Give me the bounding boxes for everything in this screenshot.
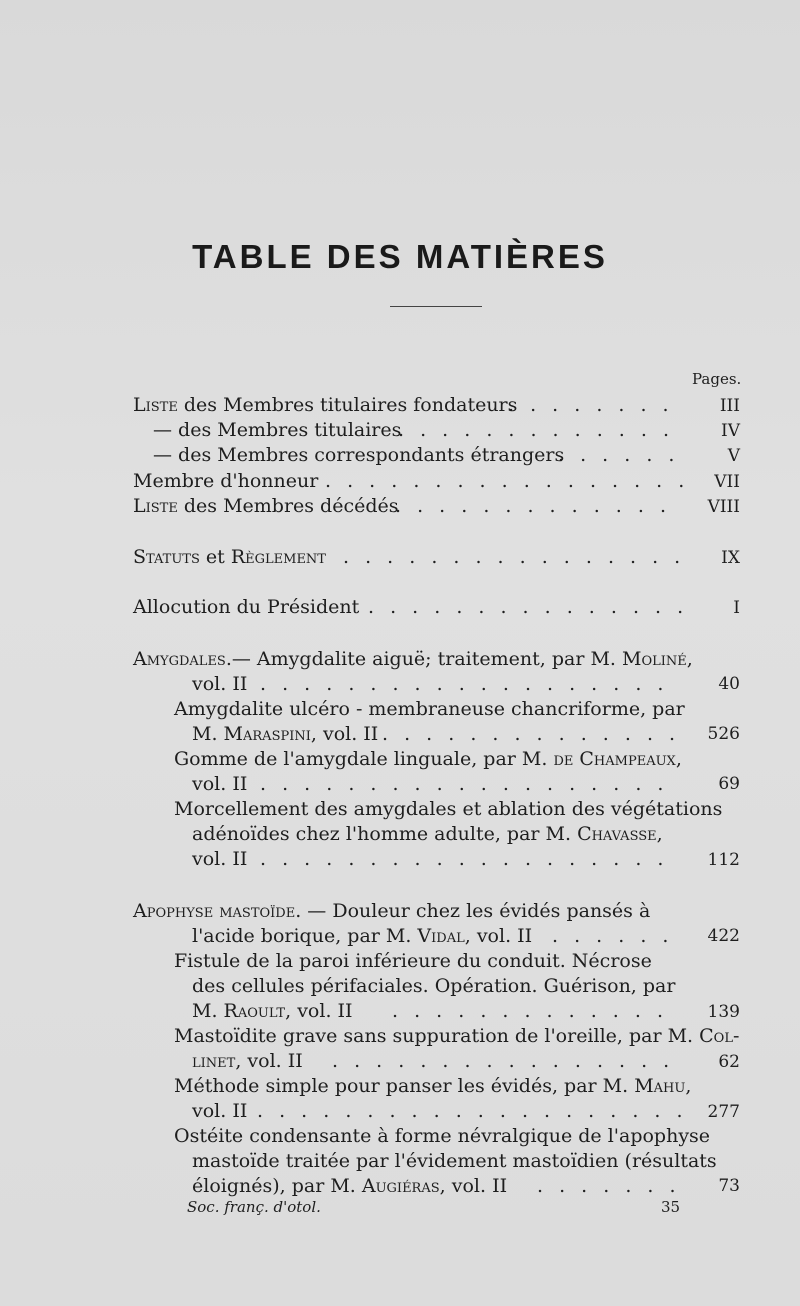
author-name: Moliné,	[621, 648, 693, 670]
toc-entry	[133, 393, 674, 418]
entry-text: , vol. II	[235, 1050, 303, 1072]
toc-subentry	[192, 924, 674, 949]
entry-text: vol. II	[192, 848, 248, 870]
toc-subentry	[174, 1124, 710, 1149]
entry-label-smallcaps: Liste	[133, 495, 178, 517]
author-name: Maraspini	[223, 723, 311, 745]
entry-text: — Douleur chez les évidés pansés à	[301, 900, 651, 922]
leader-dots: . . . . . . . .	[508, 394, 674, 416]
leader-dots: . . . . . .	[552, 925, 674, 947]
author-name: Col-	[699, 1025, 740, 1047]
page-number: 112	[707, 850, 740, 870]
entry-text: — Amygdalite aiguë; traitement, par M.	[231, 648, 622, 670]
entry-text: M.	[192, 1000, 224, 1022]
page-number: VIII	[707, 497, 740, 517]
toc-subentry	[192, 722, 681, 747]
entry-text: des Membres décédés	[177, 495, 399, 517]
author-name: Chavasse	[577, 823, 657, 845]
toc-subentry	[192, 822, 663, 847]
page-number: 40	[718, 674, 740, 694]
author-name: Mahu	[634, 1075, 686, 1097]
entry-text: des cellules périfaciales. Opération. Guérison, par	[192, 975, 676, 997]
entry-text: Méthode simple pour panser les évidés, par M.	[174, 1075, 635, 1097]
entry-text: , vol. II	[464, 925, 533, 947]
toc-entry	[153, 443, 680, 468]
toc-subentry	[192, 672, 669, 697]
footer-signature: Soc. franç. d'otol.	[187, 1198, 321, 1216]
author-name: Augiéras	[361, 1175, 440, 1197]
entry-text: Membre d'honneur	[133, 470, 319, 492]
toc-subentry	[174, 747, 682, 772]
page-number: IX	[721, 548, 740, 568]
leader-dots: . . . . . . . . . . . . . .	[382, 723, 681, 745]
title-divider	[390, 306, 482, 307]
entry-text: Mastoïdite grave sans suppuration de l'oreille, par M.	[174, 1025, 700, 1047]
page-number: VII	[714, 472, 740, 492]
toc-subentry	[192, 847, 669, 872]
entry-text: adénoïdes chez l'homme adulte, par M.	[192, 823, 578, 845]
leader-dots: . . . . . . . . . . . . .	[398, 419, 674, 441]
section-heading: Apophyse mastoïde.	[133, 900, 302, 922]
toc-subentry	[174, 697, 685, 722]
author-name: Vidal	[417, 925, 465, 947]
leader-dots: . . . . . . . . . . . . . . . . .	[325, 470, 690, 492]
page-title: TABLE DES MATIÈRES	[192, 238, 608, 275]
section-heading: Amygdales.	[133, 648, 232, 670]
page-number: 62	[718, 1052, 740, 1072]
entry-text: Amygdalite ulcéro - membraneuse chancriforme, par	[174, 698, 685, 720]
author-name: Raoult	[223, 1000, 286, 1022]
author-name: de Champeaux	[553, 748, 676, 770]
leader-dots: . . . . . . . . . . . . .	[395, 495, 671, 517]
entry-text: Allocution du Président	[133, 596, 360, 618]
page-number: 526	[707, 724, 740, 744]
entry-label-smallcaps: Liste	[133, 394, 178, 416]
page-number: 422	[707, 926, 740, 946]
page-number: 69	[718, 774, 740, 794]
section-amygdales	[133, 647, 693, 672]
entry-text: , vol. II	[285, 1000, 353, 1022]
toc-entry	[133, 494, 671, 519]
leader-dots: . . . . . . . . . . . . . . . . . . .	[260, 773, 669, 795]
entry-text: Ostéite condensante à forme névralgique de l'apophyse	[174, 1125, 711, 1147]
leader-dots: . . . . . .	[558, 444, 680, 466]
leader-dots: . . . . . . .	[537, 1175, 681, 1197]
entry-text: mastoïde traitée par l'évidement mastoïdien (résultats	[192, 1150, 717, 1172]
toc-subentry	[192, 1099, 688, 1124]
entry-text: des Membres correspondants étrangers	[172, 444, 565, 466]
entry-label-smallcaps: Statuts	[133, 546, 200, 568]
footer-signature-number: 35	[661, 1198, 681, 1216]
entry-text: , vol. II	[310, 723, 379, 745]
entry-text: éloignés), par M.	[192, 1175, 362, 1197]
leader-dots: . . . . . . . . . . . . . . . .	[332, 1050, 675, 1072]
entry-text: Gomme de l'amygdale linguale, par M.	[174, 748, 554, 770]
entry-text: vol. II	[192, 773, 248, 795]
toc-entry	[133, 545, 686, 570]
section-apophyse-mastoide	[133, 899, 650, 924]
page-number: V	[727, 446, 740, 466]
entry-text: Morcellement des amygdales et ablation des végétations	[174, 798, 723, 820]
toc-subentry	[192, 999, 668, 1024]
entry-text: l'acide borique, par M.	[192, 925, 418, 947]
entry-text: Fistule de la paroi inférieure du conduit. Nécrose	[174, 950, 652, 972]
toc-subentry	[174, 797, 722, 822]
toc-subentry	[174, 949, 652, 974]
toc-subentry	[192, 974, 675, 999]
leader-dots: . . . . . . . . . . . . . . .	[368, 596, 689, 618]
entry-label-smallcaps: Règlement	[230, 546, 326, 568]
page-number: III	[719, 396, 740, 416]
leader-dots: . . . . . . . . . . . . .	[392, 1000, 668, 1022]
entry-text: , vol. II	[439, 1175, 508, 1197]
entry-text: ,	[656, 823, 663, 845]
entry-text: ,	[685, 1075, 692, 1097]
entry-text: et	[199, 546, 231, 568]
dash-mark: —	[153, 419, 172, 441]
toc-entry	[133, 595, 689, 620]
page-number: 139	[707, 1002, 740, 1022]
page-number: I	[733, 598, 740, 618]
toc-subentry	[174, 1024, 739, 1049]
toc-subentry	[192, 1174, 681, 1199]
toc-subentry	[192, 772, 669, 797]
leader-dots: . . . . . . . . . . . . . . . . . . .	[260, 848, 669, 870]
author-name: linet	[192, 1050, 236, 1072]
toc-entry	[153, 418, 674, 443]
entry-text: des Membres titulaires	[172, 419, 402, 441]
page-number: 73	[718, 1176, 740, 1196]
dash-mark: —	[153, 444, 172, 466]
toc-subentry	[192, 1049, 675, 1074]
leader-dots: . . . . . . . . . . . . . . . .	[343, 546, 686, 568]
leader-dots: . . . . . . . . . . . . . . . . . . . .	[257, 1100, 688, 1122]
leader-dots: . . . . . . . . . . . . . . . . . . .	[260, 673, 669, 695]
toc-subentry	[192, 1149, 717, 1174]
pages-column-label: Pages.	[692, 370, 742, 388]
entry-text: vol. II	[192, 673, 248, 695]
entry-text: ,	[675, 748, 682, 770]
page-number: 277	[707, 1102, 740, 1122]
toc-subentry	[174, 1074, 691, 1099]
entry-text: des Membres titulaires fondateurs	[177, 394, 518, 416]
entry-text: M.	[192, 723, 224, 745]
entry-text: vol. II	[192, 1100, 248, 1122]
toc-entry	[133, 469, 690, 494]
page-number: IV	[721, 421, 740, 441]
